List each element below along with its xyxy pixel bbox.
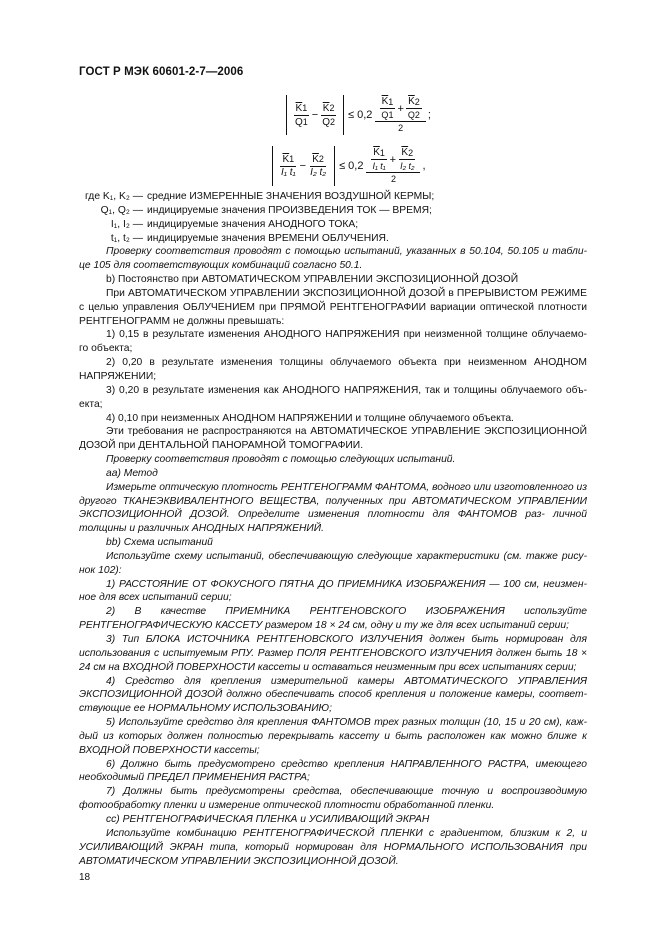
paragraph: Используйте комбинацию РЕНТГЕНОГРАФИЧЕСКОЙ ПЛЕНКИ с градиентом, близким к 2, и УСИЛИВАЮЩИЙ ЭКРАН типа, который нормирован для НОРМАЛЬНОГО ИСПОЛЬЗОВАНИЯ при АВТОМАТИЧЕСКОМ УПРАВЛЕНИИ ЭКСПОЗИЦИОННОЙ ДОЗОЙ.	[79, 827, 587, 867]
paragraph: Эти требования не распространяются на АВТОМАТИЧЕСКОЕ УПРАВЛЕНИЕ ЭКСПОЗИЦИОННОЙ ДОЗОЙ при ДЕНТАЛЬНОЙ ПАНОРАМНОЙ ТОМОГРАФИИ.	[79, 426, 587, 452]
paragraph: 4) 0,10 при неизменных АНОДНОМ НАПРЯЖЕНИИ и толщине облучаемого объекта.	[106, 412, 514, 424]
legend-row: I₁, I₂ — индицируемые значения АНОДНОГО ТОКА;	[110, 218, 359, 230]
formula-2-abs: $\frac{\overline{K}1}{\text{I₁ t₁}}$ − $\frac{\overline{K}2}{\text{I₂ t₂}}$	[272, 146, 335, 186]
paragraph: аа) Метод	[106, 467, 158, 479]
paragraph: 4) Средство для крепления измерительной камеры АВТОМАТИЧЕСКОГО УПРАВЛЕНИЯ ЭКСПОЗИЦИОННОЙ ДОЗОЙ должно обеспечивать способ крепления и положение камеры, соответ- ствующие ее НОРМАЛЬНОМУ ИСПОЛЬЗОВАНИЮ;	[79, 675, 587, 715]
paragraph: 1) 0,15 в результате изменения АНОДНОГО НАПРЯЖЕНИЯ при неизменной толщине облучаемо- го объекта;	[79, 329, 587, 355]
paragraph: Проверку соответствия проводят с помощью следующих испытаний.	[106, 454, 456, 466]
paragraphs	[79, 245, 587, 868]
paragraph: 5) Используйте средство для крепления ФАНТОМОВ трех разных толщин (10, 15 и 20 см), каж- дый из которых должен полностью перекрывать кассету и быть расположен как можно ближе к ВХОДНОЙ ПОВЕРХНОСТИ кассеты;	[79, 717, 587, 756]
paragraph: 1) РАССТОЯНИЕ ОТ ФОКУСНОГО ПЯТНА ДО ПРИЕМНИКА ИЗОБРАЖЕНИЯ — 100 см, неизмен- ное для всех испытаний серии;	[79, 578, 587, 604]
paragraph: 3) 0,20 в результате изменения как АНОДНОГО НАПРЯЖЕНИЯ, так и толщины облучаемого объ- екта;	[79, 384, 587, 410]
paragraph: сс) РЕНТГЕНОГРАФИЧЕСКАЯ ПЛЕНКА и УСИЛИВАЮЩИЙ ЭКРАН	[106, 813, 430, 825]
formula-1-abs: $\frac{\overline{K}1}{Q1}$ − $\frac{\overline{K}2}{Q2}$	[286, 95, 344, 135]
paragraph: 3) Тип БЛОКА ИСТОЧНИКА РЕНТГЕНОВСКОГО ИЗЛУЧЕНИЯ должен быть нормирован для использования с испытуемым РПУ. Размер ПОЛЯ РЕНТГЕНОВСКОГО ИЗЛУЧЕНИЯ должен быть 18 × 24 см на ВХОДНОЙ ПОВЕРХНОСТИ кассеты и оставаться неизменным при всех испытаниях серии;	[79, 634, 587, 673]
paragraph: Проверку соответствия проводят с помощью испытаний, указанных в 50.104, 50.105 и табли- це 105 для соответствующих комбинаций согласно 50.1.	[79, 246, 587, 272]
paragraph: Измерьте оптическую плотность РЕНТГЕНОГРАММ ФАНТОМА, водного или изготовленного из другого ТКАНЕЭКВИВАЛЕНТНОГО ВЕЩЕСТВА, полученных при АВТОМАТИЧЕСКОМ УПРАВЛЕНИИ ЭКСПОЗИЦИОННОЙ ДОЗОЙ. Определите изменения плотности для ФАНТОМОВ раз- личной толщины и различных АНОДНЫХ НАПРЯЖЕНИЙ.	[79, 481, 587, 535]
paragraph: 6) Должно быть предусмотрено средство крепления НАПРАВЛЕННОГО РАСТРА, имеющего необходимый ПРЕДЕЛ ПРИМЕНЕНИЯ РАСТРА;	[79, 758, 587, 784]
document-header: ГОСТ Р МЭК 60601-2-7—2006	[79, 66, 244, 78]
formula-1: $\frac{\overline{K}1}{Q1}$ − $\frac{\overline{K}2}{Q2}$ ≤ 0,2 $\overline{K}$ 1 Q1 + $\overline{K}$ 2 Q2 2 ;	[286, 95, 431, 135]
page-number: 18	[79, 872, 91, 883]
body-text	[79, 190, 587, 868]
paragraph: При АВТОМАТИЧЕСКОМ УПРАВЛЕНИИ ЭКСПОЗИЦИОННОЙ ДОЗОЙ в ПРЕРЫВИСТОМ РЕЖИМЕ с целью управления ОБЛУЧЕНИЕМ при ПРЯМОЙ РЕНТГЕНОГРАФИИ вариации оптической плотности РЕНТГЕНОГРАММ не должны превышать:	[79, 287, 587, 327]
paragraph: Используйте схему испытаний, обеспечивающую следующие характеристики (см. также рису- нок 102):	[79, 550, 587, 576]
paragraph: 2) В качестве ПРИЕМНИКА РЕНТГЕНОВСКОГО ИЗОБРАЖЕНИЯ используйте РЕНТГЕНОГРАФИЧЕСКУЮ КАССЕТУ размером 18 × 24 см, одну и ту же для всех испытаний серии;	[79, 606, 587, 632]
paragraph: bb) Схема испытаний	[106, 537, 213, 549]
legend-row: Q₁, Q₂ — индицируемые значения ПРОИЗВЕДЕНИЯ ТОК — ВРЕМЯ;	[100, 204, 432, 216]
formula-2: $\frac{\overline{K}1}{\text{I₁ t₁}}$ − $\frac{\overline{K}2}{\text{I₂ t₂}}$ ≤ 0,2 $\overline{K}$ 1 I₁ t₁ + $\overline{K}$ 2 I₂ t₂ 2 ,	[272, 146, 426, 186]
legend-row: где K₁, K₂ — средние ИЗМЕРЕННЫЕ ЗНАЧЕНИЯ ВОЗДУШНОЙ КЕРМЫ;	[85, 191, 435, 202]
legend-row: t₁, t₂ — индицируемые значения ВРЕМЕНИ ОБЛУЧЕНИЯ.	[110, 232, 389, 244]
paragraph: 7) Должны быть предусмотрены средства, обеспечивающие точную и воспроизводимую фотообработку пленки и измерение оптической плотности обработанной пленки.	[79, 786, 587, 812]
paragraph: 2) 0,20 в результате изменения толщины облучаемого объекта при неизменном АНОДНОМ НАПРЯЖЕНИИ;	[79, 357, 587, 382]
paragraph: b) Постоянство при АВТОМАТИЧЕСКОМ УПРАВЛЕНИИ ЭКСПОЗИЦИОННОЙ ДОЗОЙ	[106, 274, 519, 286]
